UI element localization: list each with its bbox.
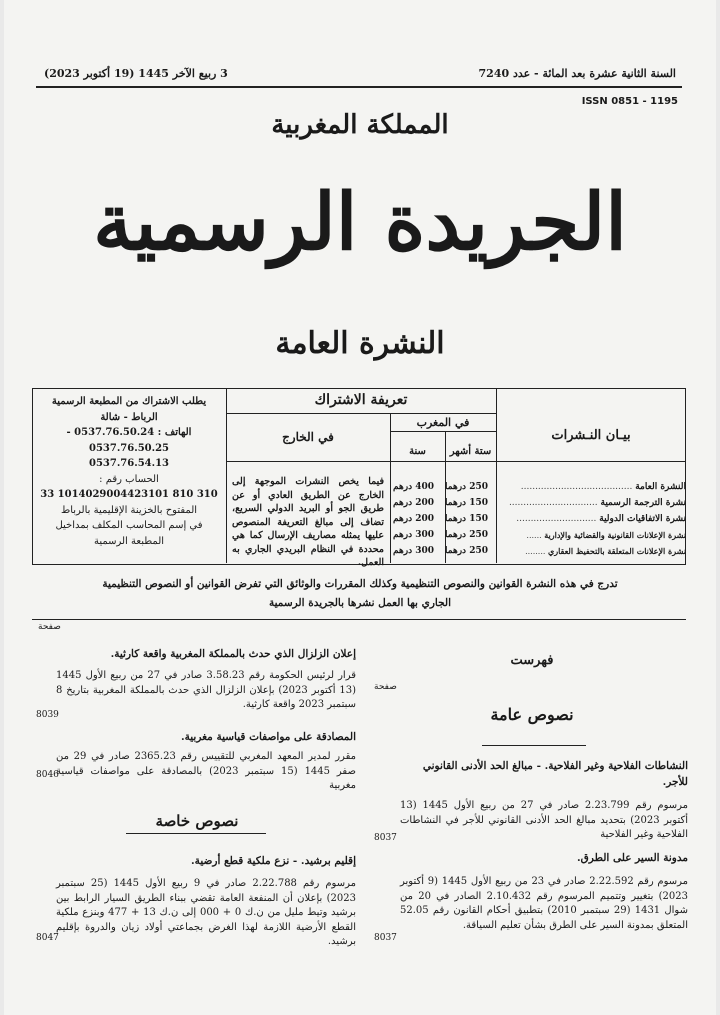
kingdom-title: المملكة المغربية	[271, 110, 449, 140]
section-special-title: نصوص خاصة	[155, 812, 239, 830]
toc-entry-heading: إقليم برشيد. - نزع ملكية قطع أرضية.	[191, 855, 356, 867]
tariff-title: تعريفة الاشتراك	[314, 392, 408, 408]
toc-entry-body: مرسوم رقم 2.23.799 صادر في 27 من ربيع الأول 1445 (13 أكتوبر 2023) بتحديد مبالغ الحد الأدنى القانوني للأجر في النشاطات الفلاحية وغير الفلاحية	[400, 800, 689, 840]
gazette-title: الجريدة الرسمية	[93, 177, 627, 268]
issue-date: 3 ربيع الآخر 1445 (19 أكتوبر 2023)	[44, 67, 228, 80]
edition-row: نشرة الاتفاقيات الدولية ............................	[516, 514, 686, 524]
toc-entry-heading: مدونة السير على الطرق.	[577, 852, 688, 864]
toc-entry-heading: إعلان الزلزال الذي حدث بالمملكة المغربية واقعة كارثية.	[110, 648, 356, 660]
edition-row: نشرة الإعلانات القانونية والقضائية والإدارية ......	[526, 530, 686, 540]
editions-title: بيـان النـشرات	[551, 428, 631, 443]
edition-title: النشرة العامة	[275, 326, 445, 361]
toc-page-number: 8046	[36, 770, 59, 780]
contact-info: يطلب الاشتراك من المطبعة الرسمية الرباط - شالة الهاتف : 0537.76.50.24 - 0537.76.50.25 0537.76.54.13 الحساب رقم : 310 810 1014029004423101 33 المفتوح بالخزينة الإقليمية بالرباط في إسم المحاسب المكلف بمداخيل المطبعة الرسمية	[40, 396, 218, 547]
morocco-label: في المغرب	[416, 416, 470, 429]
abroad-label: في الخارج	[282, 430, 334, 444]
notice-rule	[32, 619, 686, 620]
gazette-cover-page: السنة الثانية عشرة بعد المائة - عدد 7240 3 ربيع الآخر 1445 (19 أكتوبر 2023) ISSN 0851 - 1195 المملكة المغربية الجريدة الرسمية النشرة العامة يطلب الاشتراك من المطبعة الرسمية الرباط - شالة الهاتف : 0537.76.50.24 - 0537.76.50.25 0537.76.54.13 الحساب رقم : 310 810 1014029004423101 33 المفتوح بالخزينة الإقليمية بالرباط في إسم المحاسب المكلف بمداخيل المطبعة الرسمية تعريفة الاشتراك في الخارج في المغرب ستة أشهر سنة فيما يخص النشرات الموجهة إلى الخارج عن الطريق العادي أو عن طريق الجو أو البريد الدولي السريع، تضاف إلى مبالغ التعريفة المنصوص عليها يمثله مصاريف الإرسال كما هي محددة في النظام البريدي الجاري به العمل. بيـان النـشرات النشرة العامة ....................................... 250 درهما 400 درهم نشرة الترجمة الرسمية ............................... 150 درهما 200 درهم نشرة الاتفاقيات الدولية ............................ 150 درهما 200 درهم نشرة الإعلانات القانونية والقضائية والإدارية ...... 250 درهما 300 درهم نشرة الإعلانات المتعلقة بالتحفيظ العقاري ........ 250 درهما 300 درهم تدرج في هذه النشرة القوانين والنصوص التنظيمية وكذلك المقررات والوثائق التي تفرض القوانين أو النصوص التنظيمية الجاري بها العمل نشرها بالجريدة الرسمية صفحة إعلان الزلزال الذي حدث بالمملكة المغربية واقعة كارثية. قرار لرئيس الحكومة رقم 3.58.23 صادر في 27 من ربيع الأول 1445 (13 أكتوبر 2023) بإعلان الزلزال الذي حدث بالمملكة المغربية بتاريخ 8 سبتمبر 2023 واقعة كارثية. 8039 المصادقة على مواصفات قياسية مغربية. مقرر لمدير المعهد المغربي للتقييس رقم 2365.23 صادر في 29 من صفر 1445 (15 سبتمبر 2023) بالمصادقة على مواصفات قياسية مغربية 8046 نصوص خاصة إقليم برشيد. - نزع ملكية قطع أرضية. مرسوم رقم 2.22.788 صادر في 9 ربيع الأول 1445 (25 سبتمبر 2023) بإعلان أن المنفعة العامة تقضي ببناء الطريق السيار الرابط بين برشيد وتيط مليل من ن.ك 0 + 000 إلى ن.ك 13 + 477 وبنزع ملكية القطع الأرضية اللازمة لهذا الغرض بجماعتي أولاد زيان والدروة بإقليم برشيد. 8047 فهرست صفحة نصوص عامة النشاطات الفلاحية وغير الفلاحية. - مبالغ الحد الأدنى القانوني للأجر. مرسوم رقم 2.23.799 صادر في 27 من ربيع الأول 1445 (13 أكتوبر 2023) بتحديد مبالغ الحد الأدنى القانوني للأجر في النشاطات الفلاحية وغير الفلاحية 8037 مدونة السير على الطرق. مرسوم رقم 2.22.592 صادر في 23 من ربيع الأول 1445 (9 أكتوبر 2023) بتغيير وتتميم المرسوم رقم 2.10.432 الصادر في 20 من شوال 1431 (29 سبتمبر 2010) بتطبيق أحكام القانون رقم 52.05 المتعلق بمدونة السير على الطرق بشأن تعليم السياقة. 8037	[4, 0, 716, 1015]
edition-row: نشرة الترجمة الرسمية ...............................	[508, 498, 686, 508]
page-label-right: صفحة	[374, 682, 397, 692]
edition-row: نشرة الإعلانات المتعلقة بالتحفيظ العقاري ........	[525, 546, 686, 556]
section-general-title: نصوص عامة	[490, 705, 574, 724]
header-rule	[36, 86, 682, 88]
toc-entry-heading: النشاطات الفلاحية وغير الفلاحية. - مبالغ الحد الأدنى القانوني للأجر.	[422, 760, 688, 788]
toc-title: فهرست	[510, 653, 554, 668]
notice-line-2: الجاري بها العمل نشرها بالجريدة الرسمية	[268, 597, 452, 609]
issn: ISSN 0851 - 1195	[581, 96, 678, 107]
page-label: صفحة	[38, 622, 61, 632]
toc-page-number: 8037	[374, 933, 397, 943]
year-issue: السنة الثانية عشرة بعد المائة - عدد 7240	[478, 67, 676, 80]
toc-entry-body: مرسوم رقم 2.22.592 صادر في 23 من ربيع الأول 1445 (9 أكتوبر 2023) بتغيير وتتميم المرسوم رقم 2.10.432 الصادر في 20 من شوال 1431 (29 سبتمبر 2010) بتطبيق أحكام القانون رقم 52.05 المتعلق بمدونة السير على الطرق بشأن تعليم السياقة.	[400, 876, 688, 931]
toc-entry-heading: المصادقة على مواصفات قياسية مغربية.	[180, 731, 356, 743]
year-header: سنة	[409, 446, 426, 457]
toc-entry-body: مرسوم رقم 2.22.788 صادر في 9 ربيع الأول 1445 (25 سبتمبر 2023) بإعلان أن المنفعة العامة تقضي ببناء الطريق السيار الرابط بين برشيد وتيط مليل من ن.ك 0 + 000 إلى ن.ك 13 + 477 وبنزع ملكية القطع الأرضية اللازمة لهذا الغرض بجماعتي أولاد زيان والدروة بإقليم برشيد.	[56, 878, 356, 947]
toc-page-number: 8039	[36, 710, 59, 720]
toc-entry-body: قرار لرئيس الحكومة رقم 3.58.23 صادر في 27 من ربيع الأول 1445 (13 أكتوبر 2023) بإعلان الزلزال الذي حدث بالمملكة المغربية بتاريخ 8 سبتمبر 2023 واقعة كارثية.	[56, 670, 357, 710]
toc-entry-body: مقرر لمدير المعهد المغربي للتقييس رقم 2365.23 صادر في 29 من صفر 1445 (15 سبتمبر 2023) بالمصادقة على مواصفات قياسية مغربية	[56, 751, 356, 791]
toc-page-number: 8037	[374, 833, 397, 843]
toc-left-column	[38, 648, 356, 713]
toc-page-number: 8047	[36, 933, 59, 943]
six-months-header: ستة أشهر	[449, 446, 492, 457]
edition-row: النشرة العامة .......................................	[520, 482, 686, 492]
notice-line-1: تدرج في هذه النشرة القوانين والنصوص التنظيمية وكذلك المقررات والوثائق التي تفرض القوانين أو النصوص التنظيمية	[102, 578, 618, 590]
abroad-text: فيما يخص النشرات الموجهة إلى الخارج عن الطريق العادي أو عن طريق الجو أو البريد الدولي السريع، تضاف إلى مبالغ التعريفة المنصوص عليها يمثله مصاريف الإرسال كما هي محددة في النظام البريدي الجاري به العمل.	[232, 476, 384, 568]
